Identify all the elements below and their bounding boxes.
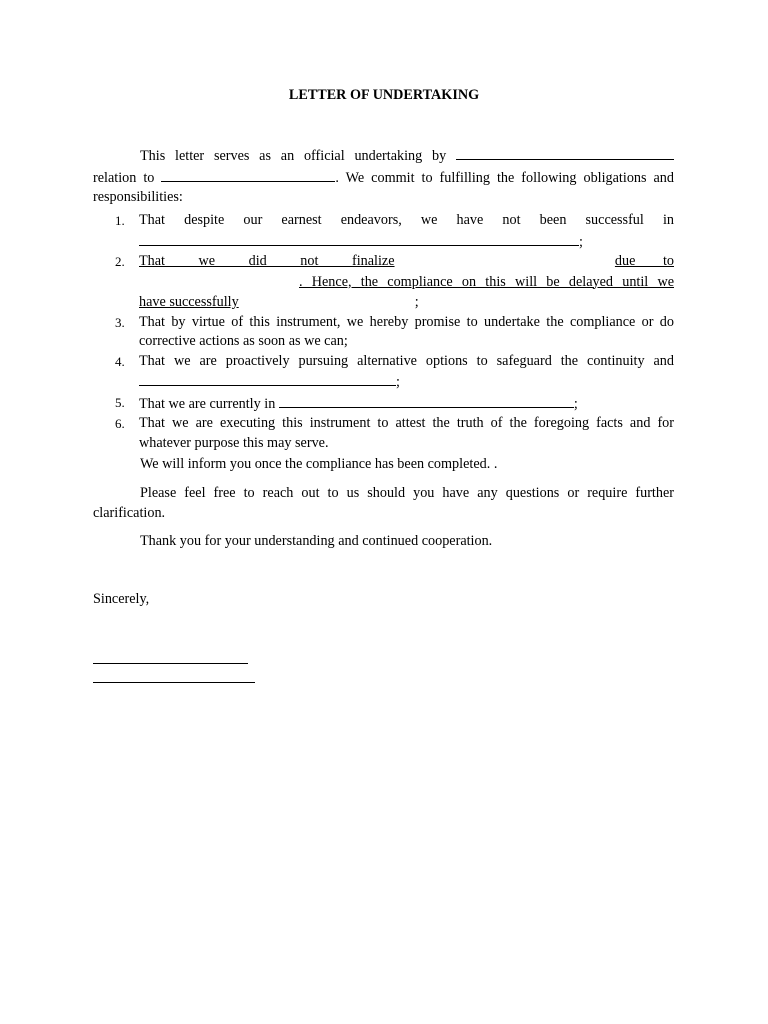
intro-line-2: relation to . We commit to fulfilling the following obligations and responsibilities: [93, 167, 674, 208]
obligation-item: 4. That we are proactively pursuing alternative options to safeguard the continuity and ; [115, 352, 674, 390]
obligation-item: 1. That despite our earnest endeavors, we have not been successful in ; [115, 212, 674, 250]
obligation-1-blank[interactable] [139, 231, 579, 246]
inform-paragraph: We will inform you once the compliance has been completed. . [140, 456, 498, 472]
relation-blank[interactable] [161, 167, 335, 182]
obligation-item: 6. That we are executing this instrument to attest the truth of the foregoing facts and for whatever purpose this may serve. [115, 415, 674, 451]
obligation-4-blank[interactable] [139, 371, 396, 386]
obligations-list [93, 211, 674, 453]
obligation-item: 2. That we did not finalize due to . Hence, the compliance on this will be delayed until we have successfully ; [115, 253, 674, 310]
obligation-2-reason-blank[interactable] [139, 272, 299, 286]
closing-salutation: Sincerely, [93, 591, 150, 607]
obligation-2-until-blank[interactable] [239, 292, 415, 306]
name-line[interactable] [93, 682, 255, 683]
obligation-item: 3. That by virtue of this instrument, we hereby promise to undertake the compliance or do corrective actions as soon as we can; [115, 313, 674, 349]
letter-title: LETTER OF UNDERTAKING [288, 87, 480, 103]
intro-paragraph [93, 145, 674, 208]
obligation-5-blank[interactable] [279, 393, 574, 408]
intro-line-1: This letter serves as an official undertaking by [93, 145, 674, 167]
obligation-item: 5. That we are currently in ; [115, 394, 578, 412]
undertaker-blank[interactable] [456, 145, 674, 160]
thanks-paragraph: Thank you for your understanding and continued cooperation. [140, 533, 493, 549]
contact-paragraph: Please feel free to reach out to us should you have any questions or require further clarification. [93, 485, 674, 521]
signature-line[interactable] [93, 663, 248, 664]
